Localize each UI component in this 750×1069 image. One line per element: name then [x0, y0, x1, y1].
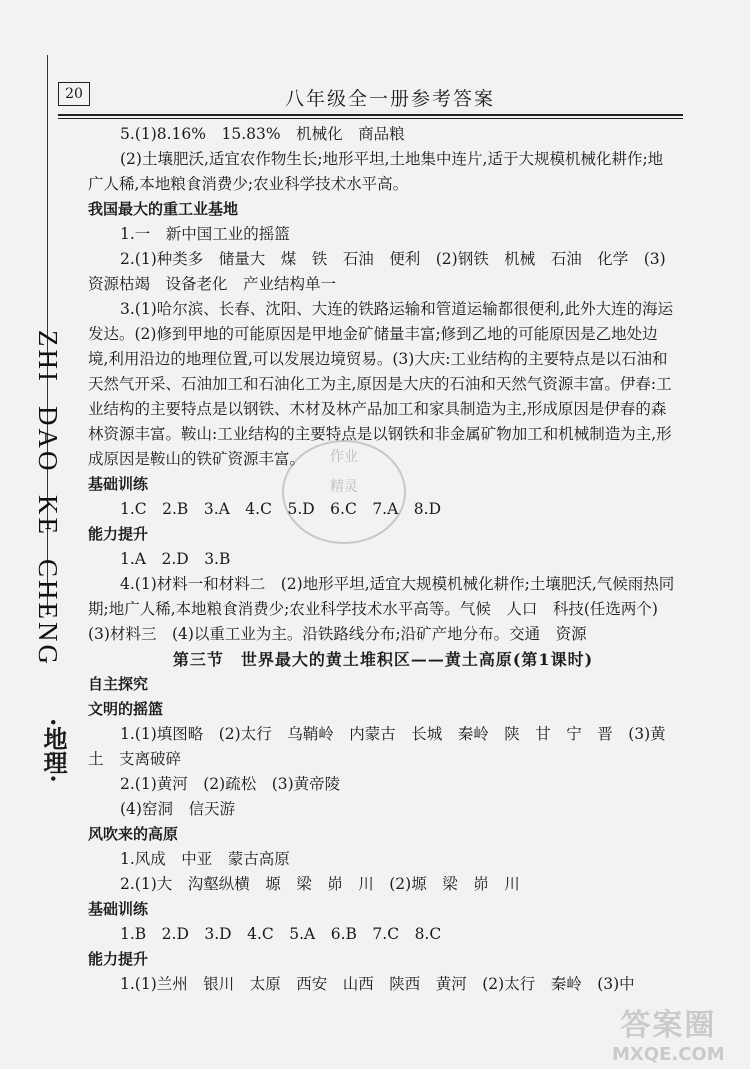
watermark-line-1: 答案圈 [620, 1008, 717, 1043]
answer-line: 1.A 2.D 3.B [120, 550, 231, 568]
answer-line: 1.一 新中国工业的摇篮 [120, 225, 290, 243]
answer-line: 1.风成 中亚 蒙古高原 [120, 850, 290, 868]
side-word-2: DAO [33, 405, 63, 474]
stamp-line-2: 精灵 [330, 479, 358, 495]
section-heading: 文明的摇篮 [88, 700, 164, 718]
answer-line: 2.(1)黄河 (2)疏松 (3)黄帝陵 [120, 775, 341, 793]
answer-line: 1.C 2.B 3.A 4.C 5.D 6.C 7.A 8.D [120, 500, 442, 518]
section-heading: 能力提升 [88, 950, 149, 968]
section-heading: 风吹来的高原 [88, 825, 179, 843]
answer-line: 2.(1)种类多 储量大 煤 铁 石油 便利 (2)钢铁 机械 石油 化学 (3)资源枯竭 设备老化 产业结构单一 [88, 250, 666, 293]
answer-line: 4.(1)材料一和材料二 (2)地形平坦,适宜大规模机械化耕作;土壤肥沃,气候雨热同期;地广人稀,本地粮食消费少;农业科学技术水平高等。气候 人口 科技(任选两个) (3)材料三 (4)以重工业为主。沿铁路线分布;沿矿产地分布。交通 资源 [88, 575, 675, 643]
running-head: 八年级全一册参考答案 [285, 88, 496, 110]
header-rule [58, 114, 683, 116]
side-word-4: CHENG [33, 558, 63, 667]
side-title [32, 330, 63, 679]
answer-line: 2.(1)大 沟壑纵横 塬 梁 峁 川 (2)塬 梁 峁 川 [120, 875, 520, 893]
answer-line: 1.(1)兰州 银川 太原 西安 山西 陕西 黄河 (2)太行 秦岭 (3)中 [120, 975, 635, 993]
side-subject: ·地理· [39, 718, 68, 783]
header-rule-thin [58, 118, 683, 119]
section-heading: 能力提升 [88, 525, 149, 543]
watermark-line-2: MXQE.COM [612, 1044, 725, 1065]
side-word-3: KE [33, 494, 63, 537]
section-heading: 自主探究 [88, 675, 149, 693]
answer-line: 1.B 2.D 3.D 4.C 5.A 6.B 7.C 8.C [120, 925, 442, 943]
side-word-1: ZHI [33, 330, 63, 384]
lesson-title: 第三节 世界最大的黄土堆积区——黄土高原(第1课时) [172, 650, 594, 669]
site-watermark [612, 1000, 725, 1065]
answer-line: (4)窑洞 信天游 [120, 800, 235, 818]
stamp-line-1: 作业 [330, 449, 358, 465]
answer-line: (2)土壤肥沃,适宜农作物生长;地形平坦,土地集中连片,适于大规模机械化耕作;地广人稀,本地粮食消费少;农业科学技术水平高。 [88, 150, 664, 193]
page-number: 20 [58, 82, 90, 106]
answer-content [88, 122, 678, 997]
answer-line: 5.(1)8.16% 15.83% 机械化 商品粮 [120, 125, 405, 143]
section-heading: 我国最大的重工业基地 [88, 200, 239, 218]
section-heading: 基础训练 [88, 900, 149, 918]
answer-line: 3.(1)哈尔滨、长春、沈阳、大连的铁路运输和管道运输都很便利,此外大连的海运发达。(2)修到甲地的可能原因是甲地金矿储量丰富;修到乙地的可能原因是乙地处边境,利用沿边的地理位置,可以发展边境贸易。(3)大庆:工业结构的主要特点是以石油和天然气开采、石油加工和石油化工为主,原因是大庆的石油和天然气资源丰富。伊春:工业结构的主要特点是以钢铁、木材及林产品加工和家具制造为主,形成原因是伊春的森林资源丰富。鞍山:工业结构的主要特点是以钢铁和非金属矿物加工和机械制造为主,形成原因是鞍山的铁矿资源丰富。 [88, 300, 674, 468]
section-heading: 基础训练 [88, 475, 149, 493]
answer-line: 1.(1)填图略 (2)太行 乌鞘岭 内蒙古 长城 秦岭 陕 甘 宁 晋 (3)黄土 支离破碎 [88, 725, 666, 768]
